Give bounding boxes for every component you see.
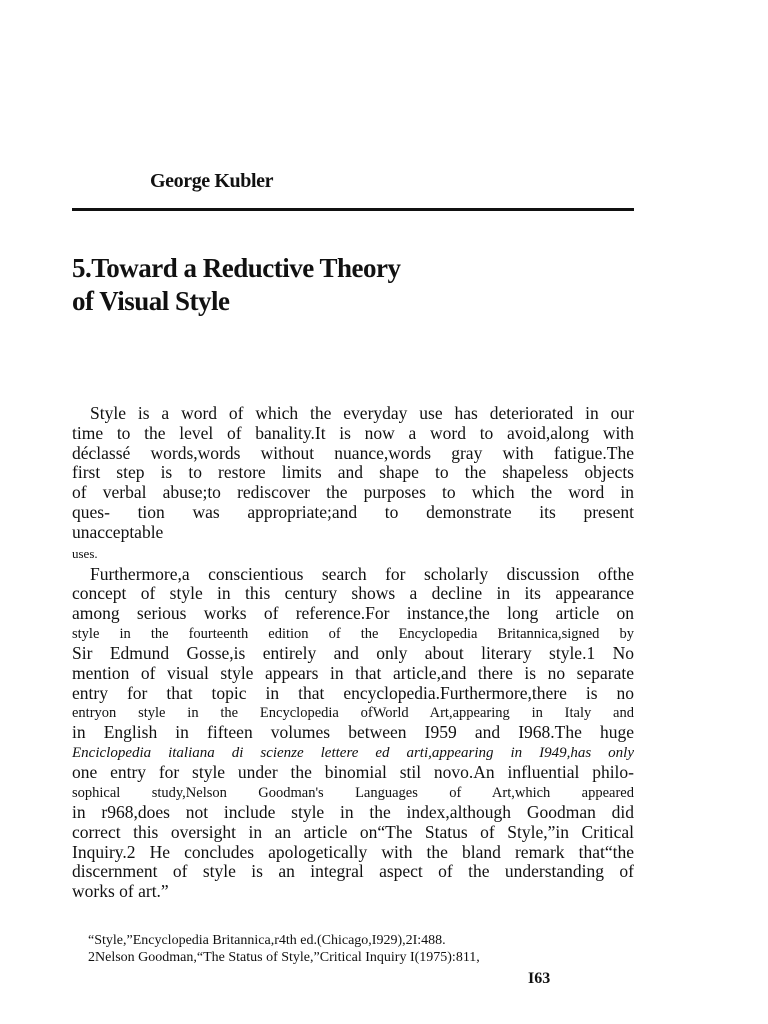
body-line: discernment of style is an integral aspect of the understanding of	[72, 861, 634, 882]
body-line: correct this oversight in an article on“The Status of Style,”in Critical	[72, 821, 634, 842]
chapter-title-line-1: 5.Toward a Reductive Theory	[72, 253, 401, 283]
page-number: I63	[528, 970, 551, 987]
body-text	[72, 404, 634, 902]
body-line: first step is to restore limits and shape to the shapeless objects	[72, 462, 634, 483]
body-line: concept of style in this century shows a decline in its appearance	[72, 583, 634, 604]
body-line: Enciclopedia italiana di scienze lettere ed arti,appearing in I949,has only	[72, 745, 634, 762]
body-line: déclassé words,words without nuance,words gray with fatigue.The	[72, 442, 634, 463]
body-line: Furthermore,a conscientious search for scholarly discussion ofthe	[90, 563, 634, 584]
body-line: ques- tion was appropriate;and to demonstrate its present	[72, 501, 634, 522]
title-rule	[72, 208, 634, 211]
body-line: in r968,does not include style in the index,although Goodman did	[72, 801, 634, 822]
body-line: time to the level of banality.It is now a word to avoid,along with	[72, 422, 634, 443]
body-line: entry for that topic in that encyclopedia.Furthermore,there is no	[72, 682, 634, 703]
body-line: sophical study,Nelson Goodman's Languages of Art,which appeared	[72, 784, 634, 801]
body-line: uses.	[72, 545, 98, 561]
body-line: entryon style in the Encyclopedia ofWorld Art,appearing in Italy and	[72, 705, 634, 722]
body-line: of verbal abuse;to rediscover the purposes to which the word in	[72, 482, 634, 503]
chapter-title-line-2: of Visual Style	[72, 286, 230, 316]
chapter-title	[72, 252, 632, 318]
body-line: among serious works of reference.For instance,the long article on	[72, 603, 634, 624]
body-line: Inquiry.2 He concludes apologetically with the bland remark that“the	[72, 841, 634, 862]
author-name: George Kubler	[150, 170, 274, 192]
body-line: one entry for style under the binomial stil novo.An influential philo-	[72, 762, 634, 783]
footnote-1: “Style,”Encyclopedia Britannica,r4th ed.(Chicago,I929),2I:488.	[88, 933, 446, 948]
footnotes	[88, 932, 608, 966]
body-line: Sir Edmund Gosse,is entirely and only about literary style.1 No	[72, 642, 634, 663]
body-line: Style is a word of which the everyday use has deteriorated in our	[90, 403, 634, 423]
body-line: style in the fourteenth edition of the Encyclopedia Britannica,signed by	[72, 625, 634, 642]
footnote-2: 2Nelson Goodman,“The Status of Style,”Critical Inquiry I(1975):811,	[88, 950, 480, 965]
body-line: in English in fifteen volumes between I959 and I968.The huge	[72, 722, 634, 743]
body-line: unacceptable	[72, 521, 164, 542]
body-line: works of art.”	[72, 881, 169, 902]
body-line: mention of visual style appears in that article,and there is no separate	[72, 662, 634, 683]
